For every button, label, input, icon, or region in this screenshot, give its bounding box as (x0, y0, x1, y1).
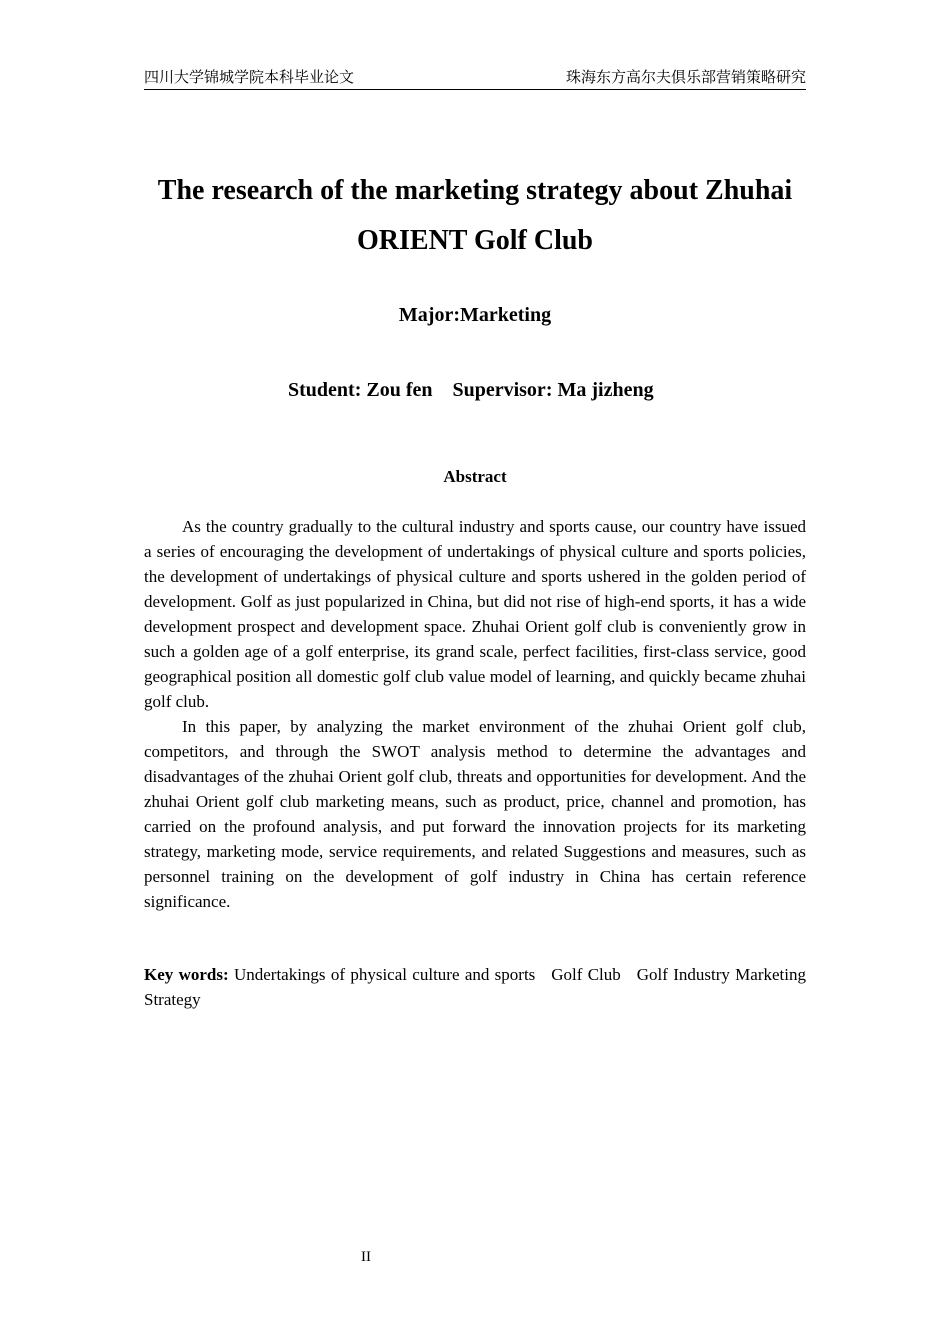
header-right-text: 珠海东方高尔夫俱乐部营销策略研究 (565, 70, 806, 86)
abstract-paragraph: In this paper, by analyzing the market environment of the zhuhai Orient golf club, competitors, and through the SWOT analysis method to determine the advantages and disadvantages of the zhuhai Orient golf club, threats and opportunities for development. And the zhuhai Orient golf club marketing means, such as product, price, channel and promotion, has carried on the profound analysis, and put forward the innovation projects for its marketing strategy, marketing mode, service requirements, and related Suggestions and measures, such as personnel training on the development of golf industry in China has certain reference significance. (144, 717, 806, 911)
keywords-text: Undertakings of physical culture and sports Golf Club Golf Industry Marketing Strategy (144, 965, 811, 1009)
abstract-body (144, 514, 806, 914)
keywords (144, 962, 811, 1012)
page-header (144, 67, 806, 90)
header-left-text: 四川大学锦城学院本科毕业论文 (144, 70, 355, 86)
abstract-paragraph: As the country gradually to the cultural industry and sports cause, our country have issued a series of encouraging the development of undertakings of physical culture and sports policies, the development of undertakings of physical culture and sports ushered in the golden period of development. Golf as just popularized in China, but did not rise of high-end sports, it has a wide development prospect and development space. Zhuhai Orient golf club is conveniently grow in such a golden age of a golf enterprise, its grand scale, perfect facilities, first-class service, good geographical position all domestic golf club value model of learning, and quickly became zhuhai golf club. (144, 517, 806, 711)
keywords-label: Key words: (144, 965, 229, 984)
major-line: Major:Marketing (398, 304, 552, 326)
paper-title: The research of the marketing strategy about Zhuhai ORIENT Golf Club (157, 175, 793, 256)
authors-line: Student: Zou fen Supervisor: Ma jizheng (288, 379, 654, 401)
page-number: II (361, 1249, 371, 1265)
abstract-heading: Abstract (443, 467, 507, 486)
